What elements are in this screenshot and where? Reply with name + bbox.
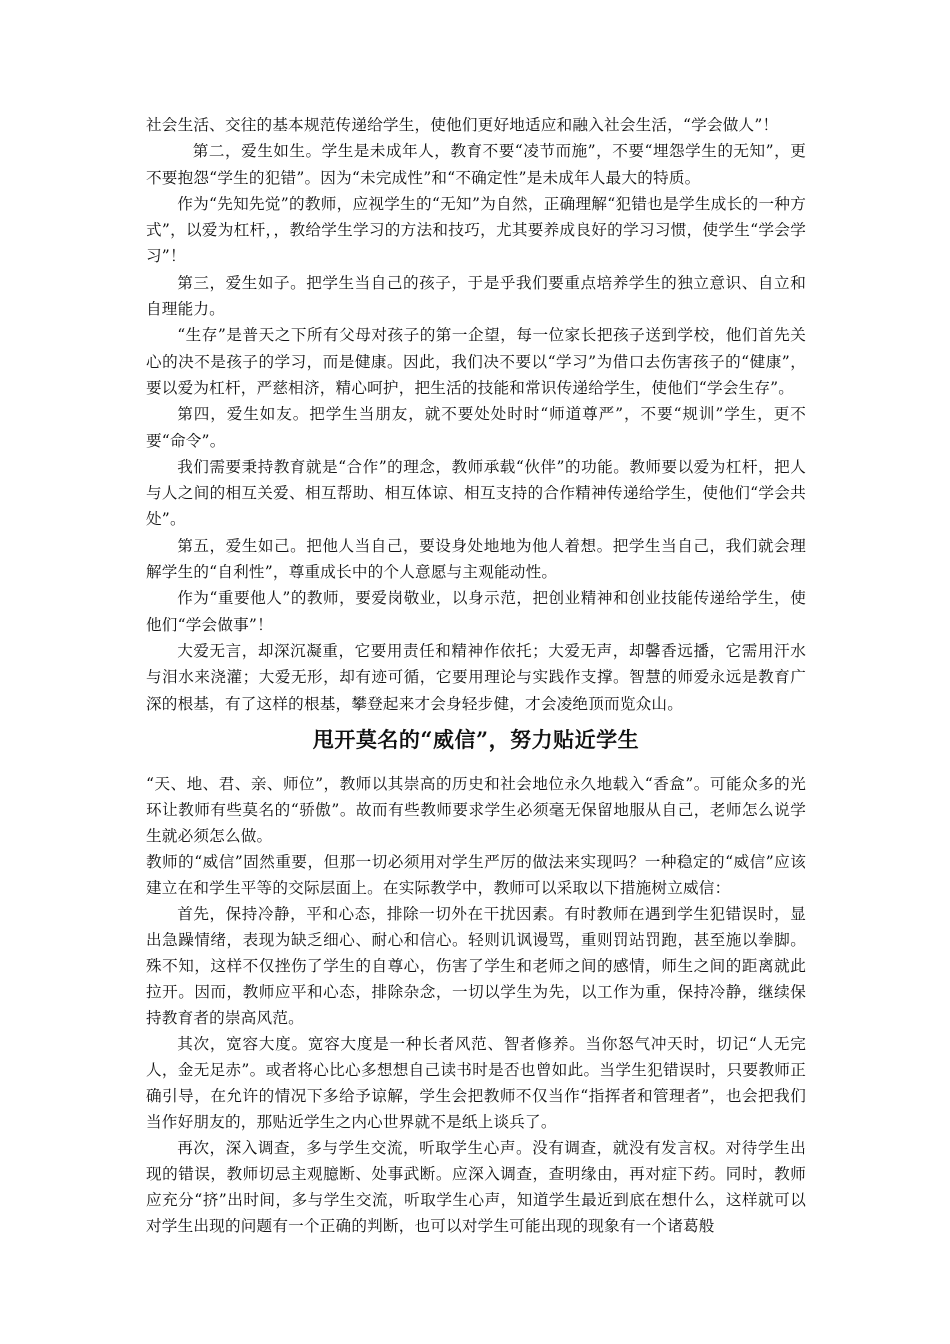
paragraph: 作为“重要他人”的教师，要爱岗敬业，以身示范，把创业精神和创业技能传递给学生，使他们“学会做事”！: [146, 589, 806, 634]
paragraph: 首先，保持冷静，平和心态，排除一切外在干扰因素。有时教师在遇到学生犯错误时，显出急躁情绪，表现为缺乏细心、耐心和信心。轻则讥讽谩骂，重则罚站罚跑，甚至施以拳脚。殊不知，这样不仅挫伤了学生的自尊心，伤害了学生和老师之间的感情，师生之间的距离就此拉开。因而，教师应平和心态，排除杂念，一切以学生为先，以工作为重，保持冷静，继续保持教育者的崇高风范。: [146, 904, 806, 1027]
section-heading: 甩开莫名的“威信”，努力贴近学生: [312, 726, 640, 752]
paragraph: 第五，爱生如己。把他人当自己，要设身处地地为他人着想。把学生当自己，我们就会理解学生的“自利性”，尊重成长中的个人意愿与主观能动性。: [146, 536, 806, 582]
paragraph: 再次，深入调查，多与学生交流，听取学生心声。没有调查，就没有发言权。对待学生出现的错误，教师切忌主观臆断、处事武断。应深入调查，查明缘由，再对症下药。同时，教师应充分“挤”出时间，多与学生交流，听取学生心声，知道学生最近到底在想什么，这样就可以对学生出现的问题有一个正确的判断，也可以对学生可能出现的现象有一个诸葛般: [146, 1138, 806, 1235]
paragraph: 教师的“威信”固然重要，但那一切必须用对学生严厉的做法来实现吗？一种稳定的“威信”应该建立在和学生平等的交际层面上。在实际教学中，教师可以采取以下措施树立威信：: [146, 852, 806, 897]
document-page: [146, 112, 806, 1239]
paragraph: “天、地、君、亲、师位”，教师以其崇高的历史和社会地位永久地载入“香盒”。可能众多的光环让教师有些莫名的“骄傲”。故而有些教师要求学生必须毫无保留地服从自己，老师怎么说学生就必须怎么做。: [146, 774, 806, 845]
paragraph: 第三，爱生如子。把学生当自己的孩子，于是乎我们要重点培养学生的独立意识、自立和自理能力。: [146, 273, 806, 319]
paragraph: 作为“先知先觉”的教师，应视学生的“无知”为自然，正确理解“犯错也是学生成长的一种方式”，以爱为杠杆，，教给学生学习的方法和技巧，尤其要养成良好的学习习惯，使学生“学会学习”！: [146, 194, 806, 266]
paragraph: 第四，爱生如友。把学生当朋友，就不要处处时时“师道尊严”，不要“规训”学生，更不要“命令”。: [146, 405, 806, 450]
paragraph: 我们需要秉持教育就是“合作”的理念，教师承载“伙伴”的功能。教师要以爱为杠杆，把人与人之间的相互关爱、相互帮助、相互体谅、相互支持的合作精神传递给学生，使他们“学会共处”。: [146, 457, 806, 529]
paragraph: 第二，爱生如生。学生是未成年人，教育不要“凌节而施”，不要“埋怨学生的无知”，更不要抱怨“学生的犯错”。因为“未完成性”和“不确定性”是未成年人最大的特质。: [146, 142, 806, 187]
paragraph: “生存”是普天之下所有父母对孩子的第一企望，每一位家长把孩子送到学校，他们首先关心的决不是孩子的学习，而是健康。因此，我们决不要以“学习”为借口去伤害孩子的“健康”，要以爱为杠杆，严慈相济，精心呵护，把生活的技能和常识传递给学生，使他们“学会生存”。: [146, 326, 806, 397]
paragraph: 其次，宽容大度。宽容大度是一种长者风范、智者修养。当你怒气冲天时，切记“人无完人，金无足赤”。或者将心比心多想想自己读书时是否也曾如此。当学生犯错误时，只要教师正确引导，在允许的情况下多给予谅解，学生会把教师不仅当作“指挥者和管理者”，也会把我们当作好朋友的，那贴近学生之内心世界就不是纸上谈兵了。: [146, 1034, 806, 1131]
paragraph: 大爱无言，却深沉凝重，它要用责任和精神作依托；大爱无声，却馨香远播，它需用汗水与泪水来浇灌；大爱无形，却有迹可循，它要用理论与实践作支撑。智慧的师爱永远是教育广深的根基，有了这样的根基，攀登起来才会身轻步健，才会凌绝顶而览众山。: [146, 641, 806, 713]
paragraph: 社会生活、交往的基本规范传递给学生，使他们更好地适应和融入社会生活，“学会做人”！: [146, 116, 779, 134]
section-two: [146, 771, 806, 1239]
section-one: [146, 112, 806, 717]
